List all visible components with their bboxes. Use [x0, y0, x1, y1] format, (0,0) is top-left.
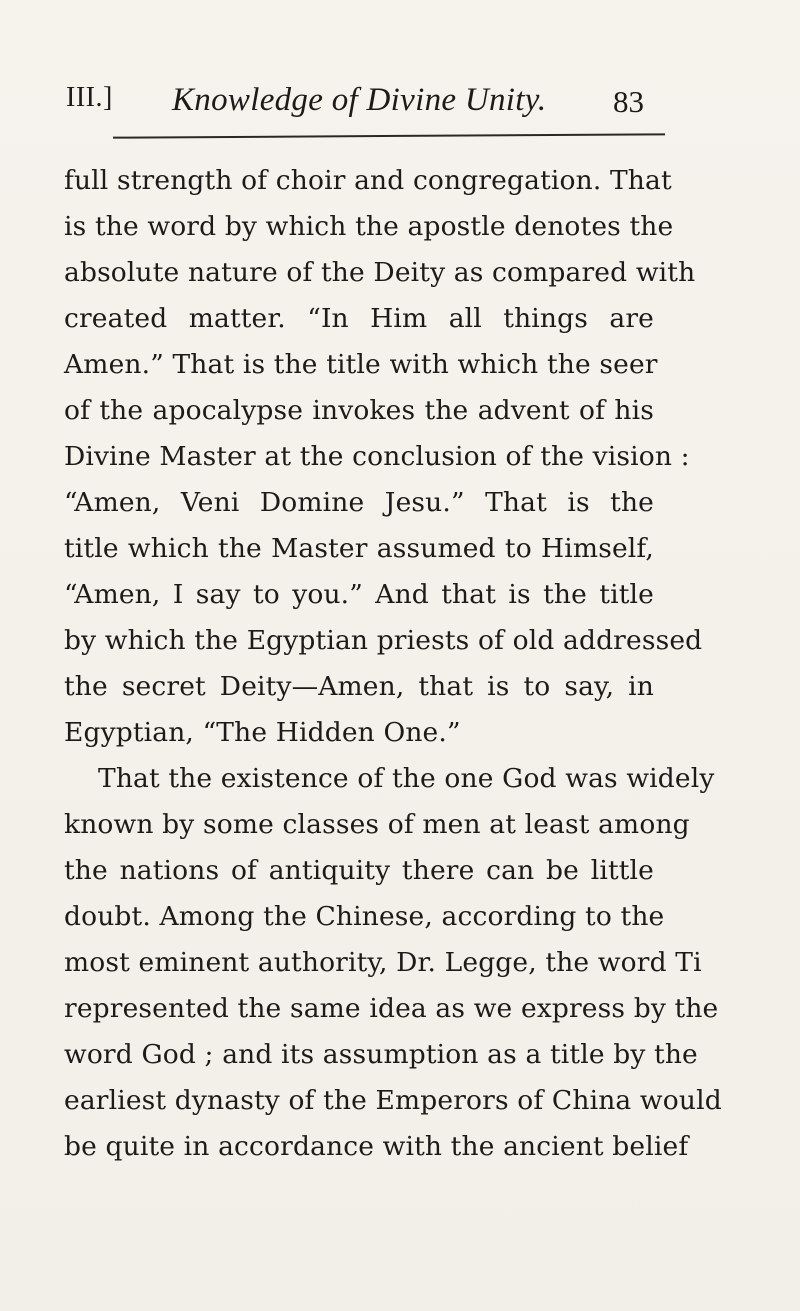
- running-head: [60, 82, 660, 142]
- text-line: created matter. “In Him all things are: [64, 303, 654, 334]
- header-rule: [113, 133, 665, 138]
- text-line: title which the Master assumed to Himself,: [64, 533, 654, 564]
- text-line: word God ; and its assumption as a title by the: [64, 1039, 698, 1070]
- text-line: full strength of choir and congregation. That: [64, 165, 672, 196]
- text-line: by which the Egyptian priests of old addressed: [64, 625, 703, 656]
- text-line: doubt. Among the Chinese, according to the: [64, 901, 665, 932]
- text-line: of the apocalypse invokes the advent of his: [64, 395, 654, 426]
- text-line: the nations of antiquity there can be little: [64, 855, 654, 886]
- text-line: “Amen, Veni Domine Jesu.” That is the: [64, 487, 654, 518]
- text-line: earliest dynasty of the Emperors of China would: [64, 1085, 722, 1116]
- body-text: [64, 158, 722, 1170]
- text-line: the secret Deity—Amen, that is to say, in: [64, 671, 654, 702]
- page-number: 83: [613, 84, 644, 119]
- text-line: be quite in accordance with the ancient belief: [64, 1131, 689, 1162]
- text-line: absolute nature of the Deity as compared with: [64, 257, 696, 288]
- text-line: “Amen, I say to you.” And that is the title: [64, 579, 654, 610]
- text-line: Amen.” That is the title with which the seer: [64, 349, 658, 380]
- text-line: represented the same idea as we express by the: [64, 993, 719, 1024]
- chapter-reference: III.]: [66, 82, 113, 113]
- running-head-title: Knowledge of Divine Unity.: [172, 82, 547, 118]
- text-line: Divine Master at the conclusion of the vision :: [64, 441, 690, 472]
- paragraph-start-line: That the existence of the one God was widely: [98, 763, 715, 794]
- text-line: is the word by which the apostle denotes the: [64, 211, 674, 242]
- text-line: known by some classes of men at least among: [64, 809, 690, 840]
- text-line: most eminent authority, Dr. Legge, the word Ti: [64, 947, 702, 978]
- paragraph-end-line: Egyptian, “The Hidden One.”: [64, 717, 461, 748]
